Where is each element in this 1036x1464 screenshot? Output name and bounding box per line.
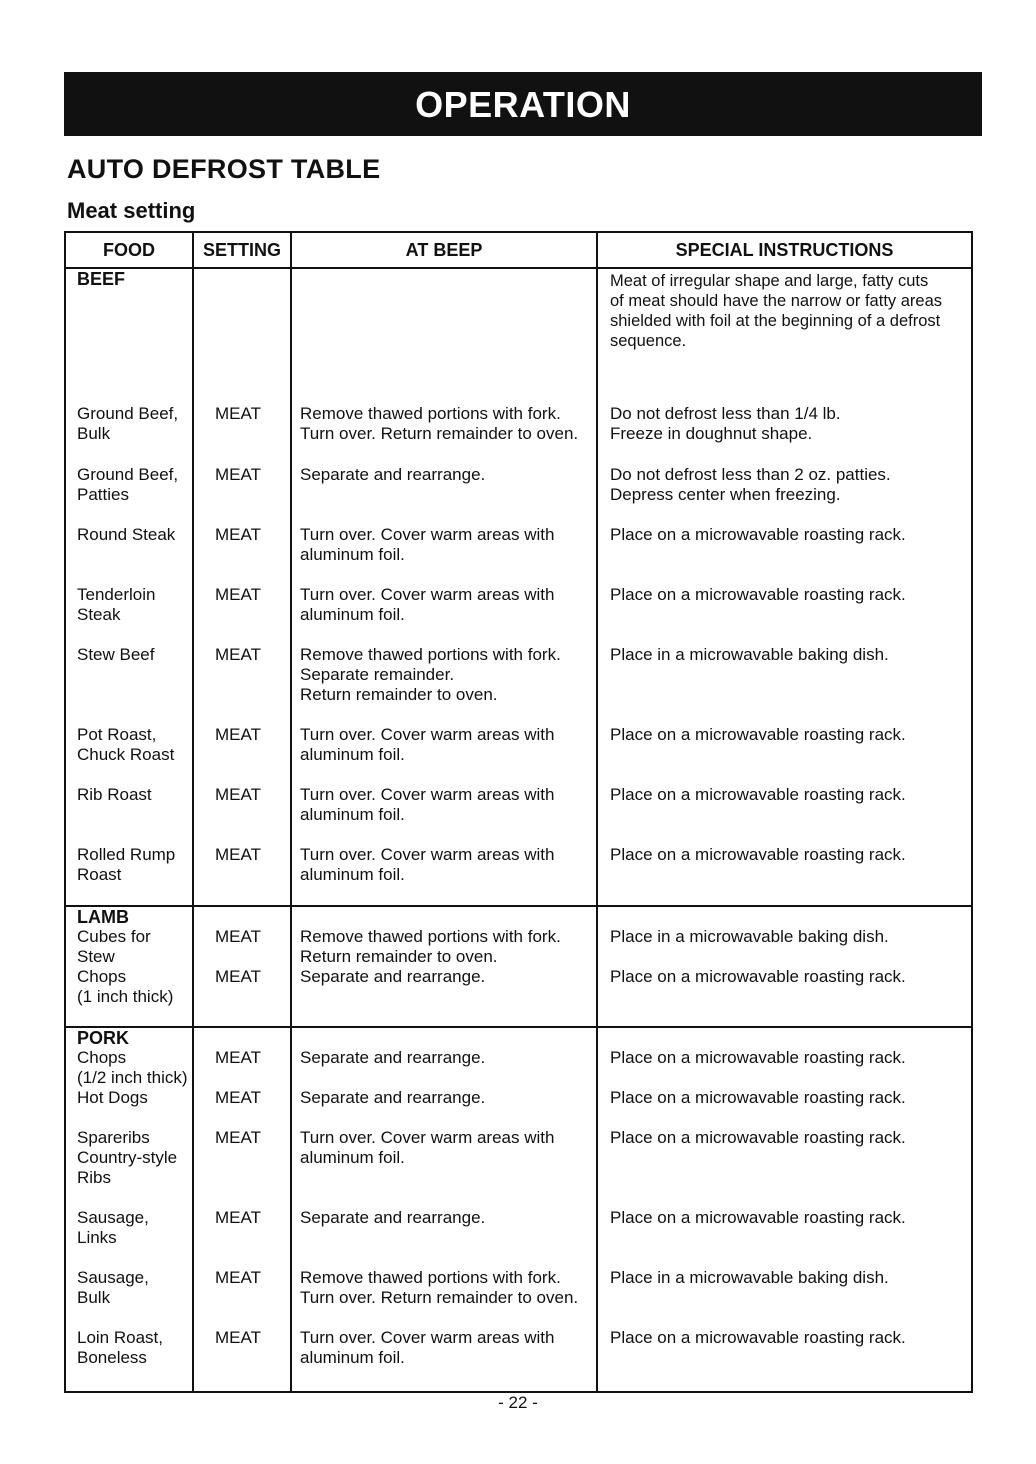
at-beep-cell: Remove thawed portions with fork. Turn over. Return remainder to oven. [300,404,579,443]
instruction-cell: Place on a microwavable roasting rack. [610,1328,906,1347]
at-beep-cell: Turn over. Cover warm areas with aluminum foil. [300,785,555,824]
table-row [65,645,972,725]
instruction-cell: Do not defrost less than 2 oz. patties. Depress center when freezing. [610,465,891,504]
setting-cell: MEAT [215,1048,261,1067]
table-row [65,1128,972,1208]
setting-cell: MEAT [215,845,261,864]
table-row [65,1268,972,1328]
column-header-setting: SETTING [193,232,291,268]
setting-cell: MEAT [215,1128,261,1147]
at-beep-cell: Separate and rearrange. [300,1208,486,1227]
food-group-label: BEEF [77,269,126,289]
instruction-cell: Place on a microwavable roasting rack. [610,1208,906,1227]
at-beep-cell: Turn over. Cover warm areas with aluminum foil. [300,585,555,624]
food-cell: Rib Roast [77,785,152,804]
setting-cell: MEAT [215,525,261,544]
setting-cell: MEAT [215,1328,261,1347]
group-label-row [65,906,972,927]
table-row [65,725,972,785]
table-header-row [65,232,972,268]
group-label-row [65,268,972,404]
setting-cell: MEAT [215,927,261,946]
column-header-special-instructions: SPECIAL INSTRUCTIONS [597,232,972,268]
setting-cell: MEAT [215,785,261,804]
table-row [65,845,972,906]
at-beep-cell: Separate and rearrange. [300,967,486,986]
setting-cell: MEAT [215,585,261,604]
instruction-cell: Place on a microwavable roasting rack. [610,785,906,804]
setting-cell: MEAT [215,645,261,664]
food-cell: Hot Dogs [77,1088,148,1107]
page-title: AUTO DEFROST TABLE [67,154,381,184]
instruction-cell: Place in a microwavable baking dish. [610,645,889,664]
auto-defrost-table [64,231,973,1393]
food-group-label: PORK [77,1028,130,1048]
food-cell: Cubes for Stew [77,927,151,966]
table-row [65,1088,972,1128]
group-label-row [65,1027,972,1048]
food-cell: Stew Beef [77,645,155,664]
food-cell: Round Steak [77,525,176,544]
table-row [65,1208,972,1268]
setting-cell: MEAT [215,404,261,423]
at-beep-cell: Turn over. Cover warm areas with aluminum foil. [300,1128,555,1167]
food-cell: Ground Beef, Bulk [77,404,179,443]
table-row [65,585,972,645]
instruction-cell: Place on a microwavable roasting rack. [610,845,906,864]
page-number: - 22 - [498,1393,538,1412]
setting-cell: MEAT [215,725,261,744]
food-cell: Spareribs Country-style Ribs [77,1128,178,1187]
food-cell: Sausage, Links [77,1208,149,1247]
column-header-food: FOOD [65,232,193,268]
instruction-cell: Place on a microwavable roasting rack. [610,1048,906,1067]
setting-cell: MEAT [215,967,261,986]
at-beep-cell: Separate and rearrange. [300,465,486,484]
food-cell: Loin Roast, Boneless [77,1328,163,1367]
table-row [65,967,972,1027]
column-header-at-beep: AT BEEP [291,232,597,268]
instruction-cell: Place in a microwavable baking dish. [610,927,889,946]
at-beep-cell: Remove thawed portions with fork. Return remainder to oven. [300,927,561,966]
instruction-cell: Place on a microwavable roasting rack. [610,967,906,986]
at-beep-cell: Turn over. Cover warm areas with aluminum foil. [300,525,555,564]
section-banner: OPERATION [64,72,982,136]
instruction-cell: Place on a microwavable roasting rack. [610,725,906,744]
page-subtitle: Meat setting [67,198,196,223]
food-group-label: LAMB [77,907,129,927]
table-body [65,268,972,1392]
table-row [65,785,972,845]
instruction-cell: Do not defrost less than 1/4 lb. Freeze in doughnut shape. [610,404,841,443]
instruction-cell: Place in a microwavable baking dish. [610,1268,889,1287]
group-intro-note: Meat of irregular shape and large, fatty cuts of meat should have the narrow or fatty areas shielded with foil at the beginning of a defrost sequence. [610,272,943,350]
food-cell: Pot Roast, Chuck Roast [77,725,175,764]
food-cell: Chops (1/2 inch thick) [77,1048,188,1087]
food-cell: Rolled Rump Roast [77,845,176,884]
instruction-cell: Place on a microwavable roasting rack. [610,525,906,544]
setting-cell: MEAT [215,1208,261,1227]
at-beep-cell: Separate and rearrange. [300,1088,486,1107]
food-cell: Tenderloin Steak [77,585,156,624]
at-beep-cell: Turn over. Cover warm areas with aluminum foil. [300,845,555,884]
at-beep-cell: Remove thawed portions with fork. Separate remainder. Return remainder to oven. [300,645,561,704]
food-cell: Sausage, Bulk [77,1268,149,1307]
at-beep-cell: Remove thawed portions with fork. Turn over. Return remainder to oven. [300,1268,579,1307]
setting-cell: MEAT [215,1268,261,1287]
table-row [65,465,972,525]
table-row [65,1048,972,1088]
instruction-cell: Place on a microwavable roasting rack. [610,585,906,604]
table-row [65,1328,972,1392]
instruction-cell: Place on a microwavable roasting rack. [610,1088,906,1107]
food-cell: Ground Beef, Patties [77,465,179,504]
at-beep-cell: Turn over. Cover warm areas with aluminum foil. [300,1328,555,1367]
table-row [65,404,972,465]
table-row [65,525,972,585]
at-beep-cell: Turn over. Cover warm areas with aluminum foil. [300,725,555,764]
at-beep-cell: Separate and rearrange. [300,1048,486,1067]
setting-cell: MEAT [215,465,261,484]
food-cell: Chops (1 inch thick) [77,967,174,1006]
instruction-cell: Place on a microwavable roasting rack. [610,1128,906,1147]
table-row [65,927,972,967]
setting-cell: MEAT [215,1088,261,1107]
